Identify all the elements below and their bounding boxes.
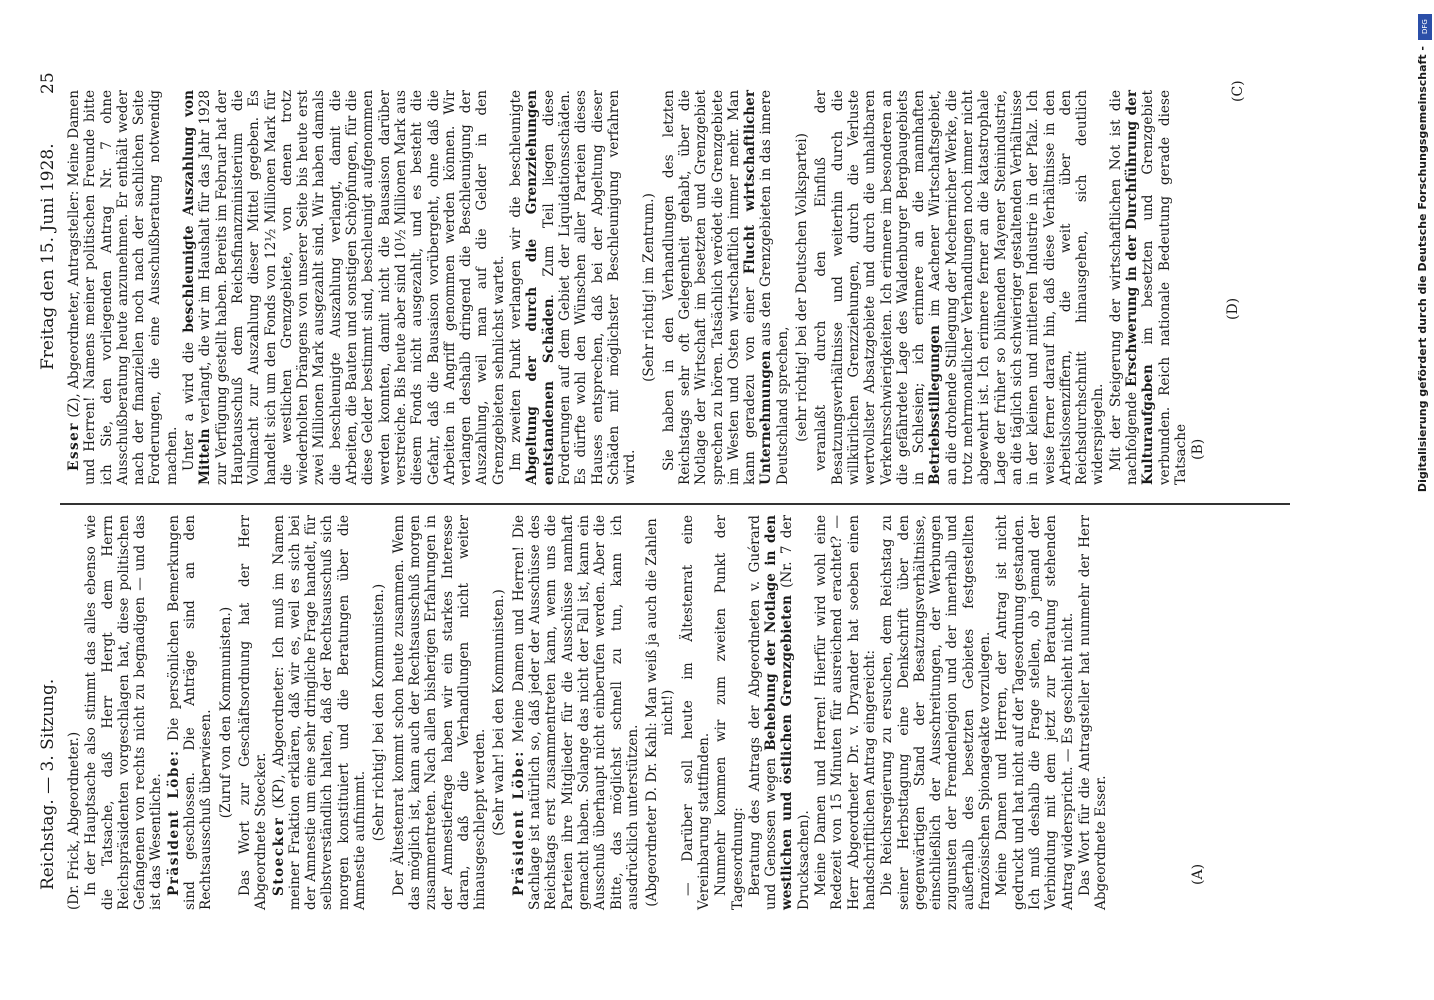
paragraph <box>491 515 507 910</box>
speaker-name: Esser <box>66 422 82 471</box>
page-number: 25 <box>38 72 58 94</box>
paragraph-tail: (Nr. 7 der Drucksachen). <box>779 515 812 910</box>
paragraph <box>794 90 810 485</box>
paragraph-text: Der Ältestenrat kommt schon heute zusammen. Wenn das möglich ist, kann auch der Rechtsausschuß morgen zusammentreten. Nach allen bisherigen Erfahrungen in der Amnestiefrage haben wir ein starkes Interesse daran, daß die Verhandlungen nicht weiter hinausgeschleppt werden. <box>390 515 489 910</box>
paragraph-text: (Zuruf von den Kommunisten.) <box>217 606 234 819</box>
paragraph-text: Meine Damen und Herren, der Antrag ist nicht gedruckt und hat nicht auf der Tagesordnung gestanden. Ich muß deshalb die Frage stellen, ob jemand der Verbindung mit dem jetzt zur Beratung stehenden Antrag widerspricht. — Es geschieht nicht. <box>994 515 1076 910</box>
paragraph-text: Sie haben in den Verhandlungen des letzten Reichstags sehr oft Gelegenheit gehabt, über die Notlage der Wirtschaft im besetzten und Grenzgebiet sprechen zu hören. Tatsächlich verödet die Grenzgebiete im Westen und Osten wirtschaftlich immer mehr. Man kann geradezu von einer <box>660 90 759 485</box>
paragraph-text: (Abgeordneter D. Dr. Kahl: Man weiß ja auch die Zahlen nicht!) <box>644 518 677 907</box>
paragraph <box>371 515 387 910</box>
margin-mark-b: (B) <box>1190 438 1206 460</box>
margin-mark-d: (D) <box>1225 297 1241 320</box>
paragraph <box>271 515 369 910</box>
paragraph-text: — Darüber soll heute im Ältestenrat eine Vereinbarung stattfinden. <box>679 515 712 910</box>
paragraph-text: In der Hauptsache also stimmt das alles ebenso wie die Tatsache, daß Herr Hergt dem Herrn Reichspräsidenten vorgeschlagen hat, diese politischen Gefangenen von rechts nicht zu begnadigen — und das ist das Wesentliche. <box>83 515 165 910</box>
emphasized-text: Erschwerung in der Durchführung der Kulturaufgaben <box>1124 90 1157 485</box>
paragraph <box>641 90 657 485</box>
dfg-logo: DFG <box>1418 14 1432 40</box>
paragraph <box>813 90 1106 485</box>
paragraph <box>879 515 993 910</box>
paragraph-text: (Z), Abgeordneter, Antragsteller: Meine Damen und Herren! Namens meiner politischen Freunde bitte ich Sie, den vorliegenden Antrag Nr. 7 ohne Ausschußberatung heute anzunehmen. Er enthält weder nach der finanziellen noch nach der sachlichen Seite Forderungen, die eine Ausschußberatung notwendig machen. <box>66 90 180 485</box>
paragraph <box>66 90 180 485</box>
paragraph <box>166 515 215 910</box>
paragraph-text: Meine Damen und Herren! Die Sachlage ist natürlich so, daß jeder der Ausschüsse des Reichstags erst zusammentreten kann, wenn uns die Parteien ihre Mitglieder für die Ausschüsse namhaft gemacht haben. Solange das nicht der Fall ist, kann ein Ausschuß überhaupt nicht einberufen werden. Aber die Bitte, das möglichst schnell zu tun, kann ich ausdrücklich unterstützen. <box>510 514 641 910</box>
paragraph <box>680 515 713 910</box>
paragraph-text: Die Reichsregierung zu ersuchen, dem Reichstag zu seiner Herbsttagung eine Denkschrift über den gegenwärtigen Stand der Besatzungsverhältnisse, einschließlich der Ausschreitungen, der Werbungen zugunsten der Fremdenlegion und der innerhalb und außerhalb des besetzten Gebietes festgestellten französischen Spionageakte vorzulegen. <box>879 515 994 910</box>
paragraph <box>713 515 746 910</box>
paragraph <box>181 90 507 485</box>
column-divider <box>60 503 1290 505</box>
paragraph <box>994 515 1075 910</box>
paragraph-tail: im besetzten und Grenzgebiet verbunden. Reich nationale Bedeutung gerade diese Tatsache <box>1140 90 1189 485</box>
emphasized-text: Behebung der Notlage in den westlichen und östlichen Grenzgebieten <box>763 515 796 910</box>
paragraph <box>511 515 641 910</box>
header-date: Freitag den 15. Juni 1928. <box>38 143 58 370</box>
paragraph-tail: im Aachener Wirtschaftsgebiet, an die drohende Stillegung der Mechernicher Werke, die trotz mehrmonatlicher Verhandlungen noch immer nicht abgewehrt ist. Ich erinnere ferner an die katastrophale Lage der früher so blühenden Mayener Steinindustrie, an die täglich sich schwieriger gestaltenden Verhältnisse in der kleinen und mittleren Industrie in der Pfalz. Ich weise ferner darauf hin, daß diese Verhältnisse in den Arbeitslosenziffern, die weit über den Reichsdurchschnitt hinausgehen, sich deutlich widerspiegeln. <box>927 90 1107 485</box>
emphasized-text: beschleunigte Auszahlung von Mitteln <box>181 89 214 485</box>
paragraph <box>391 515 489 910</box>
emphasized-text: Betriebsstillegungen <box>927 325 944 485</box>
paragraph-text: (Dr. Frick, Abgeordneter.) <box>66 731 82 910</box>
paragraph-text: (sehr richtig! bei der Deutschen Volkspartei) <box>794 133 811 442</box>
header-left-title: Reichstag. — 3. Sitzung. <box>38 678 58 890</box>
paragraph-tail: . Zum Teil liegen diese Forderungen auf dem Gebiet der Liquidationsschäden. Es dürfte wohl den Wünschen aller Parteien dieses Hauses entsprechen, daß bei der Abgeltung dieser Schäden mit möglichster Beschleunigung verfahren wird. <box>540 90 639 485</box>
paragraph-text: Im zweiten Punkt verlangen wir die beschleunigte <box>508 90 525 471</box>
paragraph <box>747 515 812 910</box>
paragraph-text: veranlaßt durch den Einfluß der Besatzungsverhältnisse und weiterhin durch die willkürlichen Grenzziehungen, durch die Verluste wertvollster Absatzgebiete und durch die unhaltbaren Verkehrsschwierigkeiten. Ich erinnere im besonderen an die gefährdete Lage des Waldenburger Bergbaugebiets in Schlesien; ich erinnere an die mannhaften <box>813 90 928 485</box>
digitization-credit <box>1396 6 1434 996</box>
paragraph-text: Nunmehr kommen wir zum zweiten Punkt der Tagesordnung: <box>713 515 746 910</box>
paragraph <box>83 515 164 910</box>
paragraph <box>661 90 791 485</box>
speaker-name: Präsident Löbe: <box>165 749 182 896</box>
paragraph-tail: verlangt, die wir im Haushalt für das Jahr 1928 zur Verfügung gestellt haben. Bereits im Februar hat der Hauptausschuß dem Reichsfinanzministerium die Vollmacht zur Auszahlung dieser Mittel gegeben. Es handelt sich um den Fonds von 12½ Millionen Mark für die westlichen Grenzgebiete, von denen trotz wiederholten Drängens von unserer Seite bis heute erst zwei Millionen Mark ausgezahlt sind. Wir haben damals die beschleunigte Auszahlung verlangt, damit die Arbeiten, die Bauten und sonstigen Schöpfungen, für die diese Gelder bestimmt sind, beschleunigt aufgenommen werden konnten, damit nicht die Bausaison darüber verstreiche. Bis heute aber sind 10½ Millionen Mark aus diesem Fonds nicht ausgezahlt, und es besteht die Gefahr, daß die Bausaison vorübergeht, ohne daß die Arbeiten in Angriff genommen werden können. Wir verlangen deshalb dringend die Beschleunigung der Auszahlung, weil man auf die Gelder in den Grenzgebieten sehnlichst wartet. <box>197 90 507 485</box>
paragraph <box>508 90 638 485</box>
paragraph-text: Das Wort zur Geschäftsordnung hat der Herr Abgeordnete Stoecker. <box>236 515 270 910</box>
paragraph-text: (Sehr richtig! im Zentrum.) <box>641 193 658 382</box>
paragraph <box>218 515 234 910</box>
paragraph-text: (Sehr richtig! bei den Kommunisten.) <box>371 583 388 842</box>
paragraph <box>1108 90 1189 485</box>
paragraph-text: (KP), Abgeordneter: Ich muß im Namen meiner Fraktion erklären, daß wir es, weil es sich bei der Amnestie um eine sehr dringliche Frage handelt, für selbstverständlich halten, daß der Rechtsausschuß sich morgen konstituiert und die Beratungen über die Amnestie aufnimmt. <box>270 515 369 910</box>
paragraph <box>237 515 270 910</box>
paragraph-text: Beratung des Antrags der Abgeordneten v. Guérard und Genossen wegen <box>746 515 780 910</box>
paragraph-text: Mit der Steigerung der wirtschaftlichen Not ist die nachfolgende <box>1107 90 1140 485</box>
paragraph-text: Die persönlichen Bemerkungen sind geschlossen. Die Anträge sind an den Rechtsausschuß überwiesen. <box>165 515 215 910</box>
paragraph <box>813 515 878 910</box>
emphasized-text: Flucht wirtschaftlicher Unternehmungen <box>742 90 775 485</box>
paragraph-text: Unter a wird die <box>181 332 198 471</box>
paragraph-tail: aus den Grenzgebieten in das innere Deutschland sprechen, <box>758 90 791 485</box>
credit-text: Digitalisierung gefördert durch die Deutsche Forschungsgemeinschaft - <box>1415 46 1429 493</box>
margin-mark-c: (C) <box>1230 80 1246 102</box>
paragraph-text: Meine Damen und Herren! Hierfür wird wohl eine Redezeit von 15 Minuten für ausreichend erachtet? — Herr Abgeordneter Dr. v. Dryander hat soeben einen handschriftlichen Antrag eingereicht: <box>813 515 878 910</box>
paragraph-text: (Sehr wahr! bei den Kommunisten.) <box>491 589 508 836</box>
margin-mark-a: (A) <box>1190 863 1206 885</box>
emphasized-text: Abgeltung der durch die Grenzziehungen entstandenen Schäden <box>524 90 557 485</box>
speaker-name: Präsident Löbe: <box>510 750 527 896</box>
paragraph-text: Das Wort für die Antragsteller hat nunmehr der Herr Abgeordnete Esser. <box>1076 515 1110 910</box>
paragraph <box>1077 515 1110 910</box>
paragraph <box>644 515 677 910</box>
paragraph <box>66 515 82 910</box>
right-text-column <box>66 90 1190 485</box>
left-text-column <box>66 515 1110 910</box>
speaker-name: Stoecker <box>270 816 287 896</box>
